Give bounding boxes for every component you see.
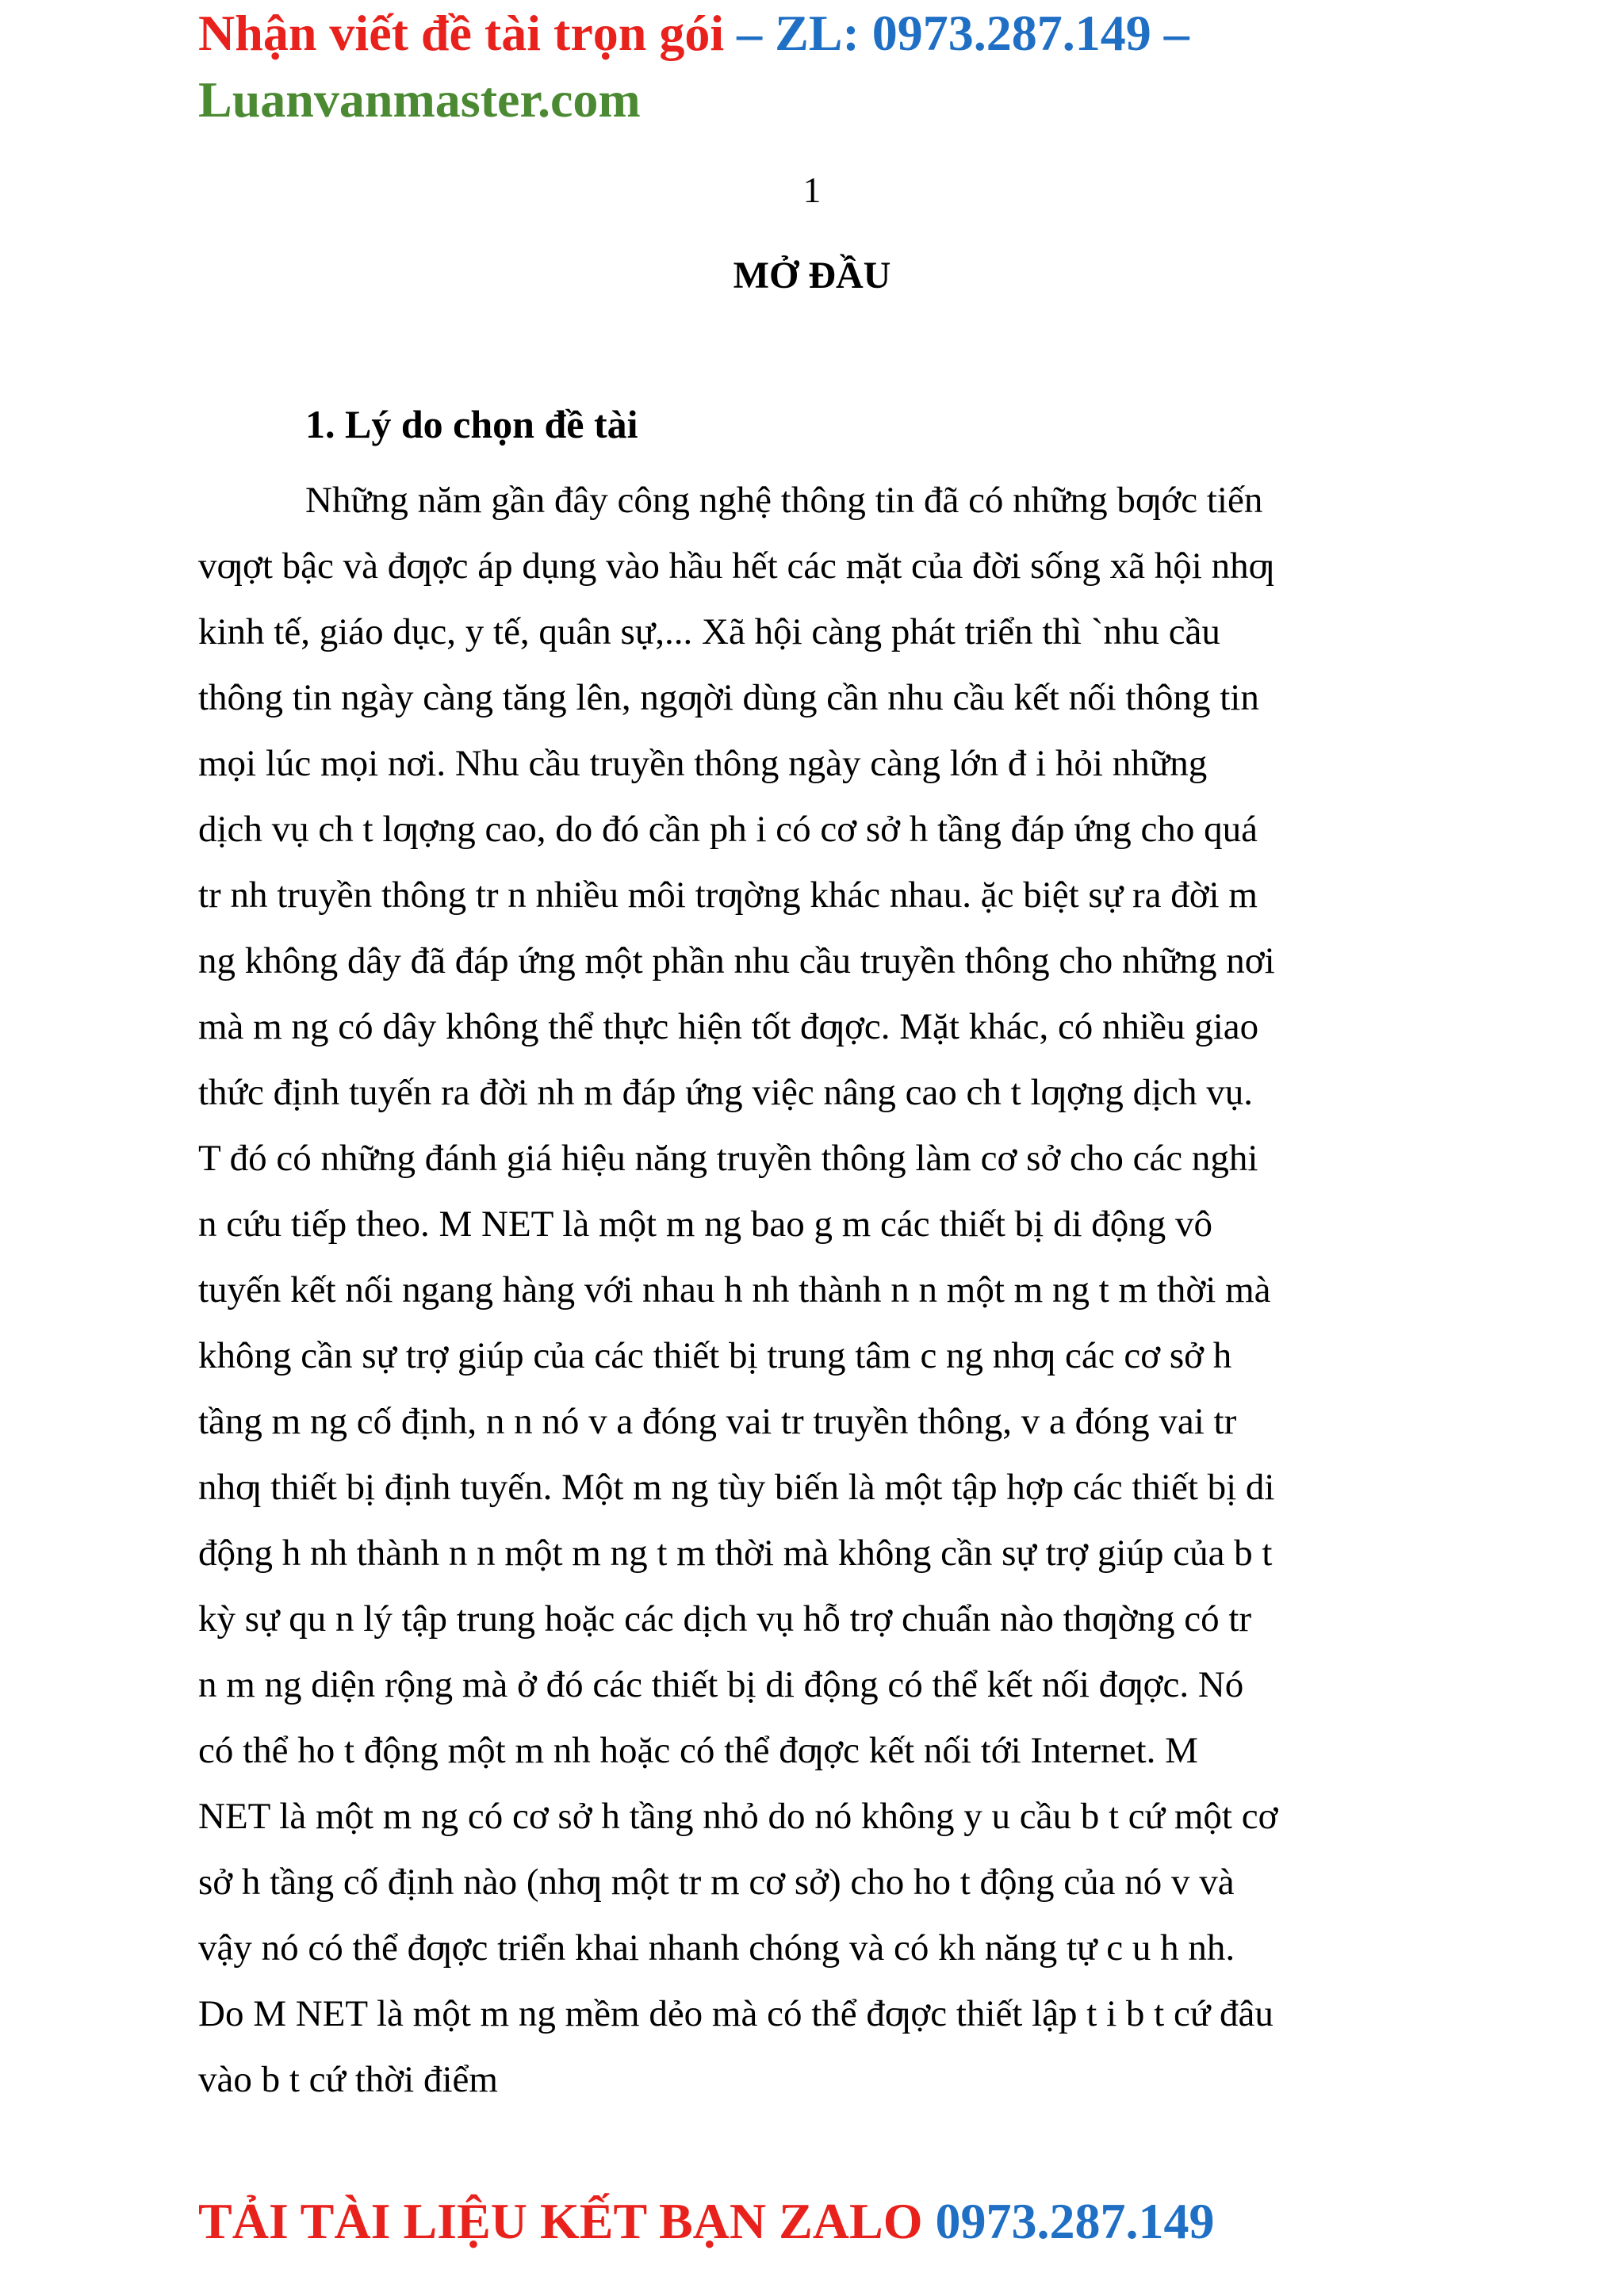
- body-line: vậy nó có thể đƣợc triển khai nhanh chóng và có kh năng tự c u h nh.: [198, 1927, 1235, 1969]
- promo-separator: –: [724, 5, 776, 61]
- promo-separator-end: –: [1151, 5, 1189, 61]
- body-line: tuyến kết nối ngang hàng với nhau h nh thành n n một m ng t m thời mà: [198, 1269, 1271, 1311]
- promo-header: [198, 0, 1594, 133]
- body-line: thức định tuyến ra đời nh m đáp ứng việc nâng cao ch t lƣợng dịch vụ.: [198, 1072, 1254, 1113]
- body-line: n cứu tiếp theo. M NET là một m ng bao g m các thiết bị di động vô: [198, 1203, 1213, 1245]
- body-line: mà m ng có dây không thể thực hiện tốt đƣợc. Mặt khác, có nhiều giao: [198, 1006, 1259, 1047]
- body-line: ng không dây đã đáp ứng một phần nhu cầu truyền thông cho những nơi: [198, 940, 1275, 982]
- body-line: n m ng diện rộng mà ở đó các thiết bị di động có thể kết nối đƣợc. Nó: [198, 1664, 1244, 1705]
- chapter-title: MỞ ĐẦU: [733, 254, 891, 297]
- page-number: 1: [802, 170, 822, 210]
- body-line: vào b t cứ thời điểm: [198, 2059, 498, 2100]
- body-line: kỳ sự qu n lý tập trung hoặc các dịch vụ hỗ trợ chuẩn nào thƣờng có tr: [198, 1598, 1252, 1640]
- promo-footer: [198, 2188, 1214, 2255]
- footer-text: TẢI TÀI LIỆU KẾT BẠN ZALO: [198, 2193, 923, 2249]
- body-line: NET là một m ng có cơ sở h tầng nhỏ do nó không y u cầu b t cứ một cơ: [198, 1796, 1278, 1837]
- body-text: [198, 468, 1435, 2113]
- body-line: tầng m ng cố định, n n nó v a đóng vai tr truyền thông, v a đóng vai tr: [198, 1401, 1237, 1442]
- body-line: mọi lúc mọi nơi. Nhu cầu truyền thông ngày càng lớn đ i hỏi những: [198, 743, 1208, 784]
- body-line: Do M NET là một m ng mềm dẻo mà có thể đƣợc thiết lập t i b t cứ đâu: [198, 1993, 1274, 2034]
- body-line: nhƣ thiết bị định tuyến. Một m ng tùy biến là một tập hợp các thiết bị di: [198, 1467, 1275, 1508]
- body-line: tr nh truyền thông tr n nhiều môi trƣờng khác nhau. ặc biệt sự ra đời m: [198, 874, 1258, 916]
- body-line: kinh tế, giáo dục, y tế, quân sự,... Xã hội càng phát triển thì `nhu cầu: [198, 611, 1220, 652]
- site-name: Luanvanmaster.com: [198, 71, 641, 128]
- body-line: T đó có những đánh giá hiệu năng truyền thông làm cơ sở cho các nghi: [198, 1138, 1258, 1179]
- body-line: không cần sự trợ giúp của các thiết bị trung tâm c ng nhƣ các cơ sở h: [198, 1335, 1232, 1376]
- promo-text: Nhận viết đề tài trọn gói: [198, 5, 725, 61]
- promo-line-1: [198, 0, 1594, 67]
- section-heading: 1. Lý do chọn đề tài: [305, 402, 638, 446]
- footer-phone: 0973.287.149: [935, 2193, 1215, 2249]
- body-line: vƣợt bậc và đƣợc áp dụng vào hầu hết các mặt của đời sống xã hội nhƣ: [198, 545, 1275, 587]
- body-line: động h nh thành n n một m ng t m thời mà không cần sự trợ giúp của b t: [198, 1533, 1273, 1574]
- body-line: có thể ho t động một m nh hoặc có thể đƣợc kết nối tới Internet. M: [198, 1730, 1198, 1771]
- body-line: Những năm gần đây công nghệ thông tin đã có những bƣớc tiến: [305, 480, 1263, 521]
- body-line: thông tin ngày càng tăng lên, ngƣời dùng cần nhu cầu kết nối thông tin: [198, 677, 1259, 718]
- body-line: dịch vụ ch t lƣợng cao, do đó cần ph i có cơ sở h tầng đáp ứng cho quá: [198, 809, 1258, 850]
- zalo-phone: ZL: 0973.287.149: [775, 5, 1151, 61]
- body-line: sở h tầng cố định nào (nhƣ một tr m cơ sở) cho ho t động của nó v và: [198, 1862, 1235, 1903]
